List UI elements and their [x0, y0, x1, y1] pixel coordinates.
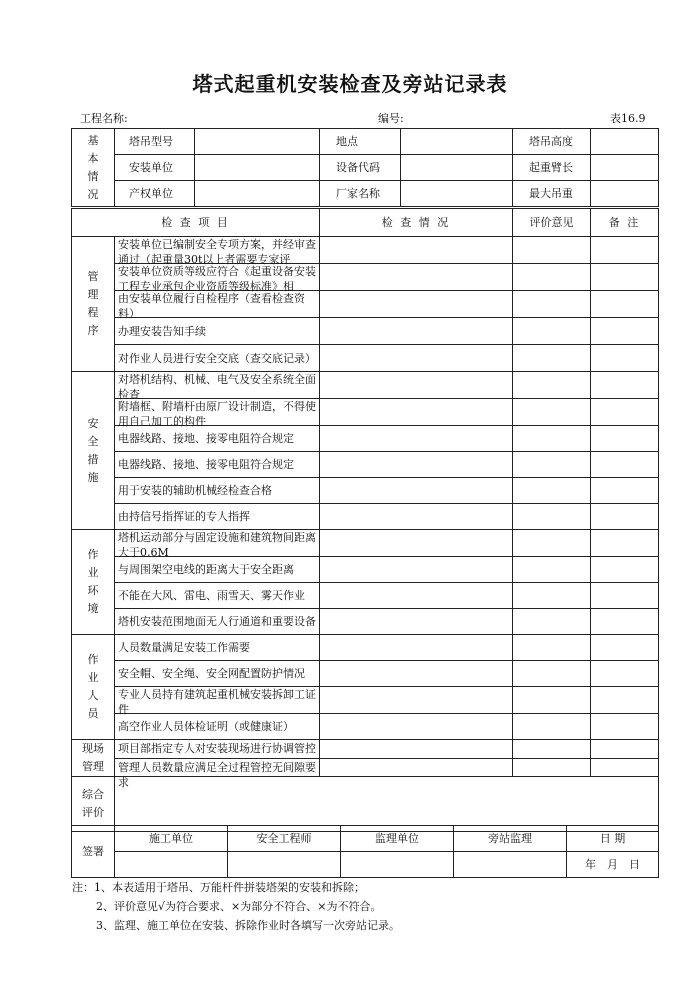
- field-label: 安装单位: [115, 155, 195, 181]
- check-status[interactable]: [320, 291, 513, 318]
- check-status[interactable]: [320, 687, 513, 714]
- check-status[interactable]: [320, 758, 513, 777]
- note-line: 3、监理、施工单位在安装、拆除作业时各填写一次旁站记录。: [96, 919, 400, 932]
- field-value[interactable]: [591, 129, 659, 155]
- check-opinion[interactable]: [513, 452, 591, 478]
- header-remark: 备 注: [591, 209, 659, 237]
- note-line: 注：1、本表适用于塔吊、万能杆件拼装塔架的安装和拆除；: [72, 881, 365, 894]
- field-label: 塔吊型号: [115, 129, 195, 155]
- form-number: 表16.9: [610, 112, 646, 125]
- field-value[interactable]: [401, 155, 513, 181]
- check-item: 塔机安装范围地面无人行通道和重要设备: [115, 609, 320, 635]
- check-opinion[interactable]: [513, 399, 591, 426]
- check-remark[interactable]: [591, 426, 659, 452]
- section-environment: 作业环境: [72, 530, 115, 635]
- check-opinion[interactable]: [513, 318, 591, 345]
- basic-category-label: 基本情况: [72, 129, 115, 207]
- section-site-management: 现场管理: [72, 740, 115, 777]
- check-opinion[interactable]: [513, 687, 591, 714]
- sign-col-construction: 施工单位: [115, 826, 228, 852]
- check-item: 与周围架空电线的距离大于安全距离: [115, 557, 320, 583]
- header-item: 检 查 项 目: [72, 209, 320, 237]
- check-status[interactable]: [320, 661, 513, 687]
- check-item: 安装单位已编制安全专项方案，并经审查通过（起重量30t以上者需要专家评: [115, 237, 320, 264]
- check-status[interactable]: [320, 237, 513, 264]
- check-remark[interactable]: [591, 530, 659, 557]
- check-remark[interactable]: [591, 345, 659, 372]
- check-item: 办理安装告知手续: [115, 318, 320, 345]
- check-remark[interactable]: [591, 399, 659, 426]
- check-opinion[interactable]: [513, 609, 591, 635]
- field-value[interactable]: [195, 155, 320, 181]
- sign-field[interactable]: [454, 852, 567, 878]
- number-label: 编号:: [378, 112, 404, 125]
- check-remark[interactable]: [591, 237, 659, 264]
- check-opinion[interactable]: [513, 583, 591, 609]
- note-line: 2、评价意见√为符合要求、×为部分不符合、×为不符合。: [96, 900, 382, 913]
- check-status[interactable]: [320, 740, 513, 759]
- check-item: 人员数量满足安装工作需要: [115, 635, 320, 661]
- check-status[interactable]: [320, 714, 513, 740]
- check-opinion[interactable]: [513, 372, 591, 399]
- sign-col-onsite-supervisor: 旁站监理: [454, 826, 567, 852]
- field-label: 最大吊重: [513, 181, 591, 207]
- field-value[interactable]: [591, 155, 659, 181]
- check-remark[interactable]: [591, 557, 659, 583]
- field-label: 设备代码: [320, 155, 401, 181]
- check-opinion[interactable]: [513, 237, 591, 264]
- field-value[interactable]: [195, 129, 320, 155]
- field-label: 塔吊高度: [513, 129, 591, 155]
- check-remark[interactable]: [591, 661, 659, 687]
- check-item: 项目部指定专人对安装现场进行协调管控: [115, 740, 320, 759]
- header-opinion: 评价意见: [513, 209, 591, 237]
- check-status[interactable]: [320, 318, 513, 345]
- check-status[interactable]: [320, 372, 513, 399]
- check-opinion[interactable]: [513, 714, 591, 740]
- sign-col-date: 日 期: [567, 826, 659, 852]
- check-item: 不能在大风、雷电、雨雪天、雾天作业: [115, 583, 320, 609]
- section-safety: 安全措施: [72, 372, 115, 530]
- check-status[interactable]: [320, 530, 513, 557]
- check-item: 由安装单位履行自检程序（查看检查资料）: [115, 291, 320, 318]
- check-status[interactable]: [320, 635, 513, 661]
- basic-info-table: [71, 128, 659, 207]
- check-opinion[interactable]: [513, 478, 591, 504]
- field-value[interactable]: [195, 181, 320, 207]
- field-label: 厂家名称: [320, 181, 401, 207]
- sign-col-supervisor: 监理单位: [341, 826, 454, 852]
- check-remark[interactable]: [591, 291, 659, 318]
- check-item: 高空作业人员体检证明（或健康证）: [115, 714, 320, 740]
- field-value[interactable]: [401, 129, 513, 155]
- check-status[interactable]: [320, 478, 513, 504]
- field-value[interactable]: [591, 181, 659, 207]
- inspection-table: [71, 208, 659, 832]
- field-label: 地点: [320, 129, 401, 155]
- check-item: 电器线路、接地、接零电阻符合规定: [115, 452, 320, 478]
- check-opinion[interactable]: [513, 740, 591, 759]
- check-remark[interactable]: [591, 714, 659, 740]
- check-remark[interactable]: [591, 318, 659, 345]
- check-status[interactable]: [320, 264, 513, 291]
- check-remark[interactable]: [591, 583, 659, 609]
- check-status[interactable]: [320, 609, 513, 635]
- check-remark[interactable]: [591, 758, 659, 777]
- check-item: 附墙框、附墙杆由原厂设计制造，不得使用自己加工的构件: [115, 399, 320, 426]
- check-item: 专业人员持有建筑起重机械安装拆卸工证件: [115, 687, 320, 714]
- check-remark[interactable]: [591, 264, 659, 291]
- check-status[interactable]: [320, 452, 513, 478]
- header-status: 检 查 情 况: [320, 209, 513, 237]
- check-opinion[interactable]: [513, 426, 591, 452]
- check-remark[interactable]: [591, 635, 659, 661]
- check-remark[interactable]: [591, 609, 659, 635]
- check-opinion[interactable]: [513, 758, 591, 777]
- check-status[interactable]: [320, 583, 513, 609]
- check-status[interactable]: [320, 557, 513, 583]
- check-opinion[interactable]: [513, 291, 591, 318]
- field-label: 起重臂长: [513, 155, 591, 181]
- field-value[interactable]: [401, 181, 513, 207]
- project-name-label: 工程名称:: [80, 112, 128, 125]
- sign-col-safety-engineer: 安全工程师: [228, 826, 341, 852]
- evaluation-field[interactable]: [115, 777, 659, 832]
- check-item: 用于安装的辅助机械经检查合格: [115, 478, 320, 504]
- check-remark[interactable]: [591, 372, 659, 399]
- check-opinion[interactable]: [513, 530, 591, 557]
- check-opinion[interactable]: [513, 504, 591, 530]
- page-title: 塔式起重机安装检查及旁站记录表: [192, 72, 508, 96]
- check-remark[interactable]: [591, 478, 659, 504]
- check-opinion[interactable]: [513, 345, 591, 372]
- check-status[interactable]: [320, 345, 513, 372]
- check-status[interactable]: [320, 399, 513, 426]
- check-item: 对塔机结构、机械、电气及安全系统全面检查: [115, 372, 320, 399]
- check-item: 安全帽、安全绳、安全网配置防护情况: [115, 661, 320, 687]
- check-remark[interactable]: [591, 687, 659, 714]
- check-item: 管理人员数量应满足全过程管控无间隙要求: [115, 758, 320, 777]
- evaluation-label: 综合评价: [72, 777, 115, 832]
- check-item: 安装单位资质等级应符合《起重设备安装工程专业承包企业资质等级标准》相: [115, 264, 320, 291]
- check-status[interactable]: [320, 426, 513, 452]
- check-item: 对作业人员进行安全交底（查交底记录）: [115, 345, 320, 372]
- check-item: 塔机运动部分与固定设施和建筑物间距离大于0.6M: [115, 530, 320, 557]
- section-management: 管理程序: [72, 237, 115, 372]
- check-opinion[interactable]: [513, 557, 591, 583]
- sign-label: 签署: [72, 826, 115, 878]
- check-opinion[interactable]: [513, 264, 591, 291]
- check-remark[interactable]: [591, 504, 659, 530]
- check-item: 由持信号指挥证的专人指挥: [115, 504, 320, 530]
- check-remark[interactable]: [591, 740, 659, 759]
- check-item: 电器线路、接地、接零电阻符合规定: [115, 426, 320, 452]
- notes: [72, 878, 400, 935]
- sign-field[interactable]: [228, 852, 341, 878]
- section-personnel: 作业人员: [72, 635, 115, 740]
- sign-field[interactable]: [341, 852, 454, 878]
- sign-field[interactable]: [115, 852, 228, 878]
- check-opinion[interactable]: [513, 635, 591, 661]
- check-opinion[interactable]: [513, 661, 591, 687]
- field-label: 产权单位: [115, 181, 195, 207]
- signature-table: [71, 825, 659, 878]
- check-status[interactable]: [320, 504, 513, 530]
- check-remark[interactable]: [591, 452, 659, 478]
- date-field[interactable]: 年 月 日: [567, 852, 659, 878]
